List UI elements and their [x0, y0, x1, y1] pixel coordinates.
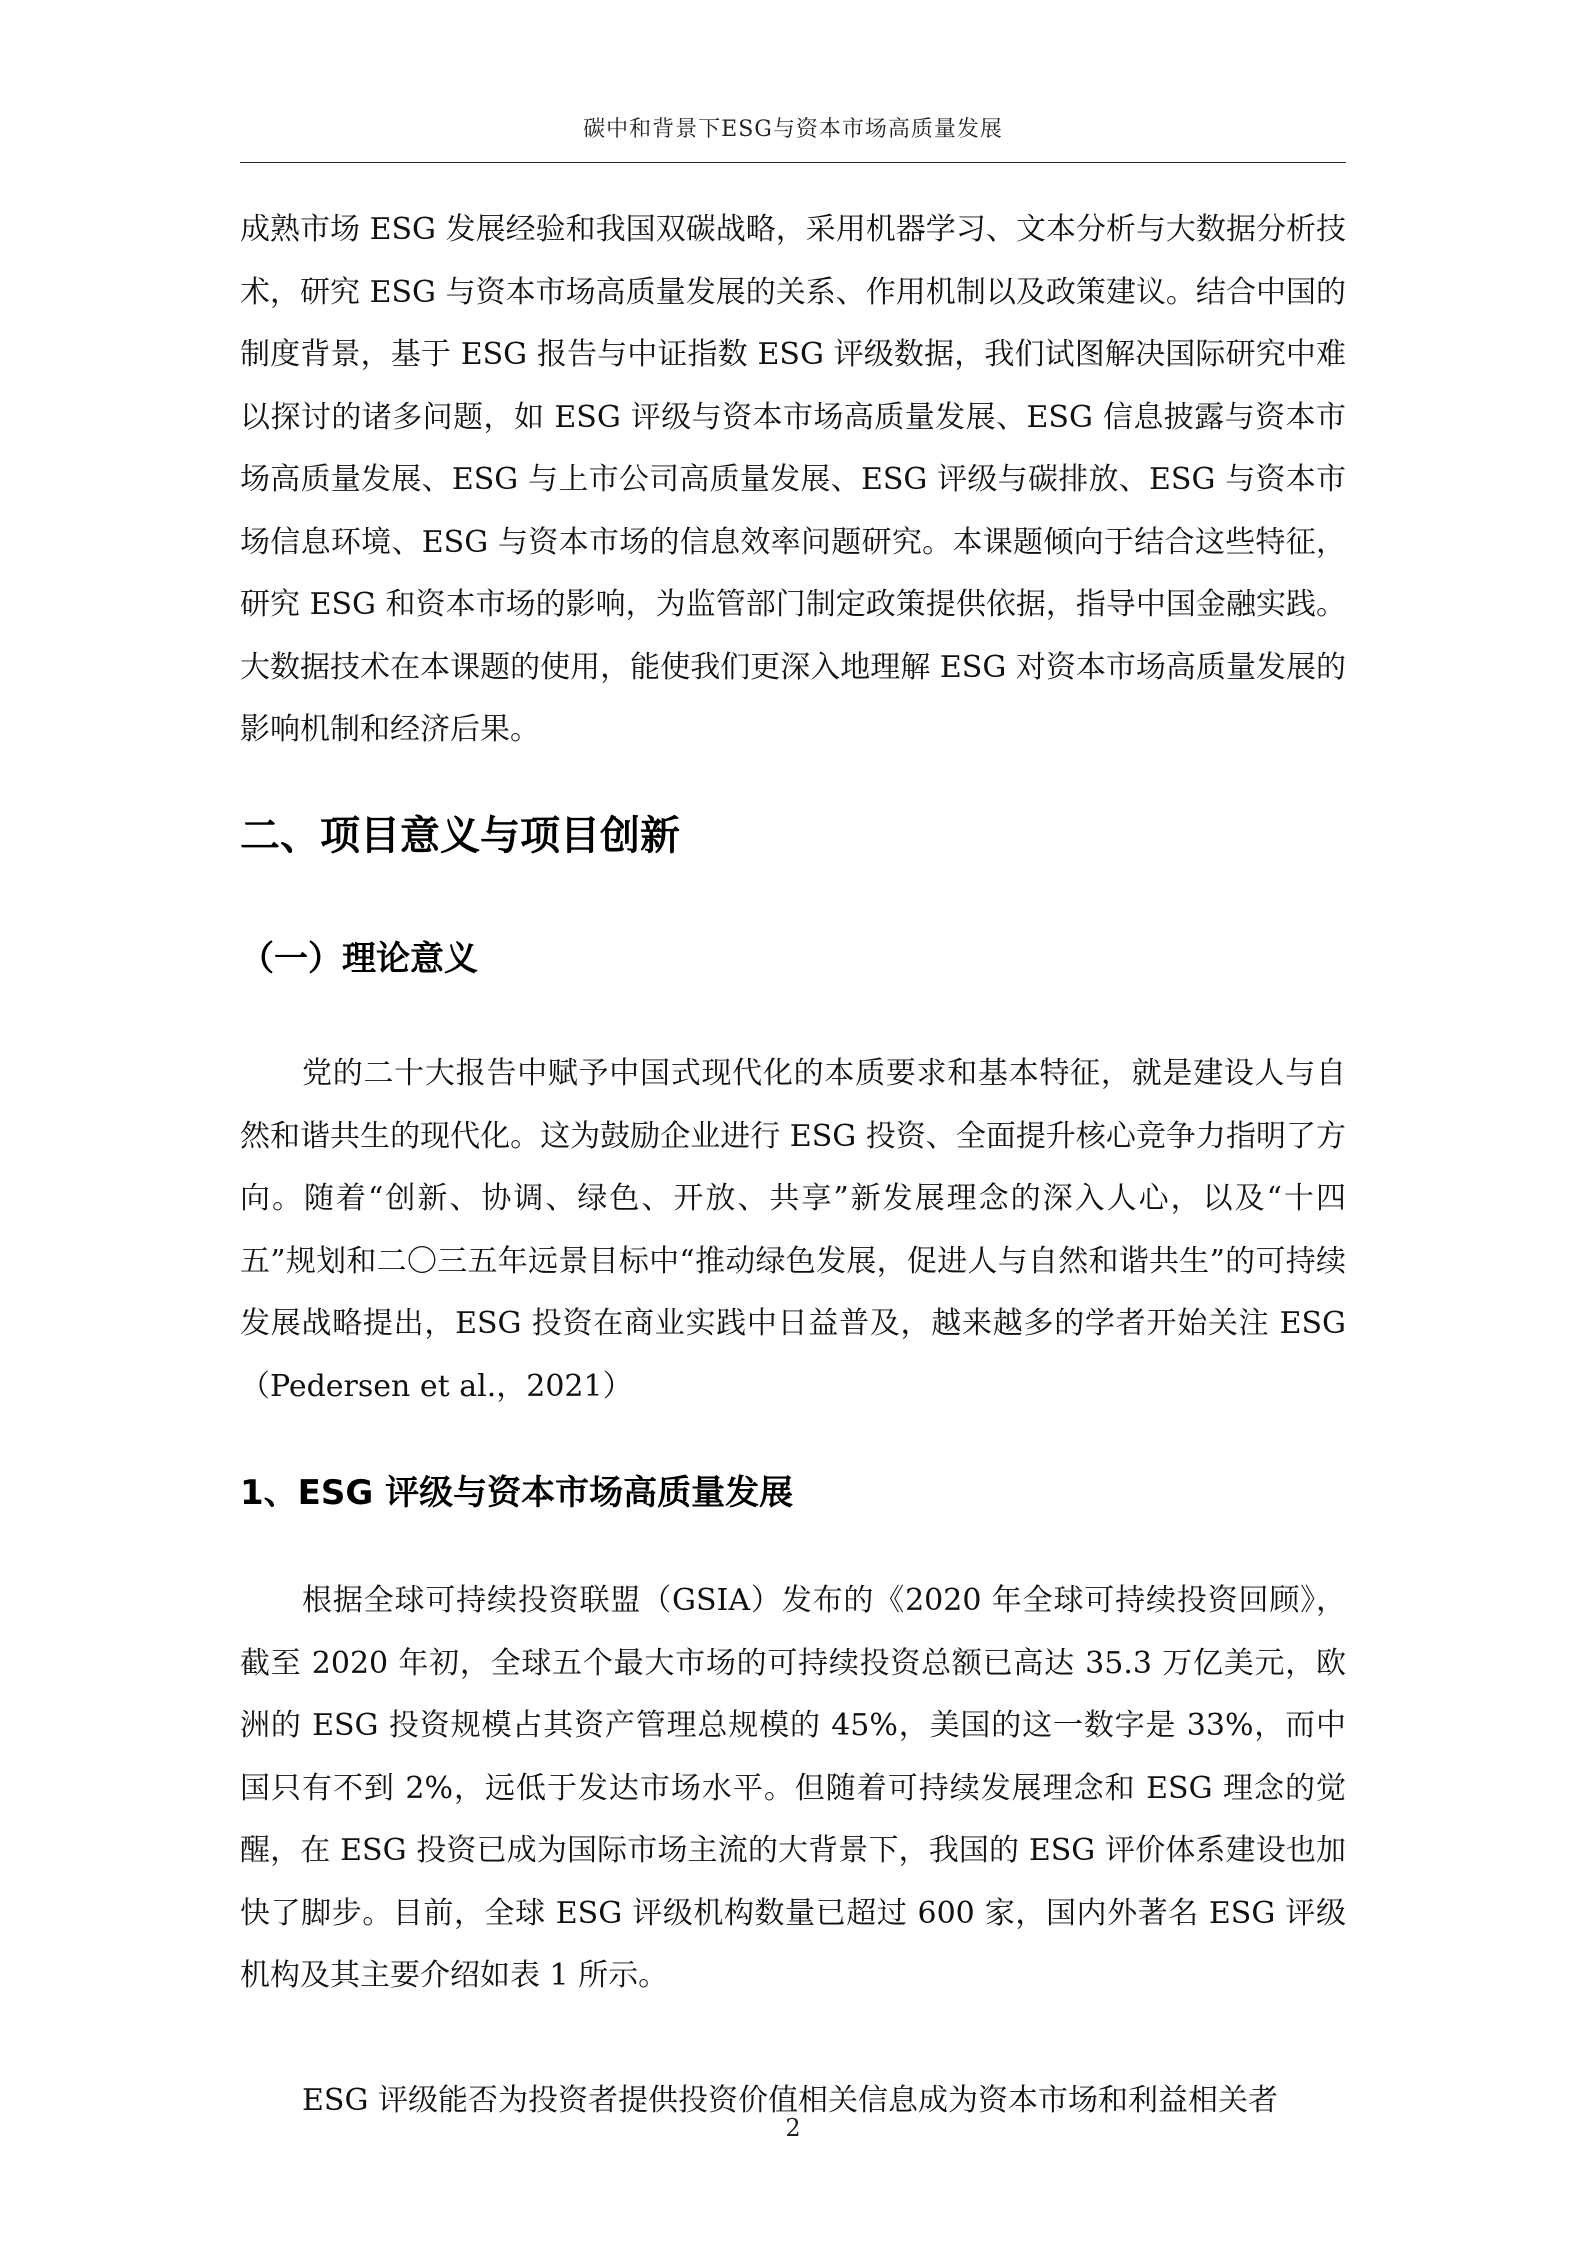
subsection-heading: （一）理论意义: [240, 939, 478, 979]
rating-paragraph: ESG 评级能否为投资者提供投资价值相关信息成为资本市场和利益相关者: [302, 2083, 1278, 2118]
section-heading: 二、项目意义与项目创新: [240, 813, 680, 859]
intro-paragraph: 成熟市场 ESG 发展经验和我国双碳战略，采用机器学习、文本分析与大数据分析技术，研究 ESG 与资本市场高质量发展的关系、作用机制以及政策建议。结合中国的制度背景，基于 ESG 报告与中证指数 ESG 评级数据，我们试图解决国际研究中难以探讨的诸多问题，如 ESG 评级与资本市场高质量发展、ESG 信息披露与资本市场高质量发展、ESG 与上市公司高质量发展、ESG 评级与碳排放、ESG 与资本市场信息环境、ESG 与资本市场的信息效率问题研究。本课题倾向于结合这些特征，研究 ESG 和资本市场的影响，为监管部门制定政策提供依据，指导中国金融实践。大数据技术在本课题的使用，能使我们更深入地理解 ESG 对资本市场高质量发展的影响机制和经济后果。: [240, 212, 1346, 747]
page-number: 2: [785, 2114, 801, 2142]
theory-paragraph: 党的二十大报告中赋予中国式现代化的本质要求和基本特征，就是建设人与自然和谐共生的现代化。这为鼓励企业进行 ESG 投资、全面提升核心竞争力指明了方向。随着“创新、协调、绿色、开放、共享”新发展理念的深入人心，以及“十四五”规划和二〇三五年远景目标中“推动绿色发展，促进人与自然和谐共生”的可持续发展战略提出，ESG 投资在商业实践中日益普及，越来越多的学者开始关注 ESG（Pedersen et al.，2021）: [240, 1056, 1346, 1404]
gsia-paragraph: 根据全球可持续投资联盟（GSIA）发布的《2020 年全球可持续投资回顾》，截至 2020 年初，全球五个最大市场的可持续投资总额已高达 35.3 万亿美元，欧洲的 ESG 投资规模占其资产管理总规模的 45%，美国的这一数字是 33%，而中国只有不到 2%，远低于发达市场水平。但随着可持续发展理念和 ESG 理念的觉醒，在 ESG 投资已成为国际市场主流的大背景下，我国的 ESG 评价体系建设也加快了脚步。目前，全球 ESG 评级机构数量已超过 600 家，国内外著名 ESG 评级机构及其主要介绍如表 1 所示。: [240, 1583, 1346, 1993]
item-heading: 1、ESG 评级与资本市场高质量发展: [240, 1473, 794, 1513]
header-rule: [240, 162, 1346, 163]
running-header: 碳中和背景下ESG与资本市场高质量发展: [583, 117, 1003, 142]
